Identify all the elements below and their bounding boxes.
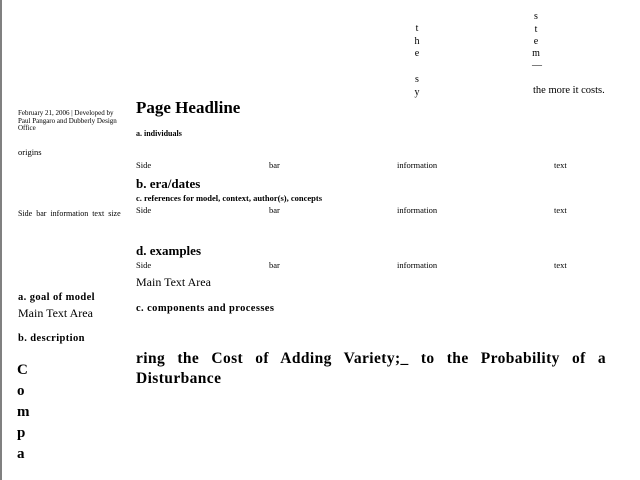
row-cell: information: [397, 160, 438, 170]
vertical-word-letter: o: [17, 383, 25, 399]
sidebar-info-text-size: Side bar information text size: [18, 209, 121, 218]
era-subheading: c. references for model, context, author(s), concepts: [136, 193, 323, 203]
vertical-letter: m: [532, 48, 540, 59]
row-cell: Side: [136, 160, 152, 170]
page-headline: Page Headline: [136, 98, 241, 117]
main-text-area: Main Text Area: [136, 275, 211, 289]
era-heading: b. era/dates: [136, 176, 201, 191]
goal-text: Main Text Area: [18, 306, 93, 320]
vertical-letter: h: [414, 36, 420, 47]
row-cell: Side: [136, 205, 152, 215]
vertical-letter: t: [534, 24, 538, 35]
row-cell: information: [397, 205, 438, 215]
row-cell: Side: [136, 260, 152, 270]
description-heading: b. description: [18, 333, 85, 344]
row-cell: bar: [269, 260, 280, 270]
vertical-word-letter: a: [17, 446, 25, 462]
components-heading: c. components and processes: [136, 303, 275, 314]
row-cell: text: [554, 260, 567, 270]
individuals-heading: a. individuals: [136, 129, 182, 138]
goal-heading: a. goal of model: [18, 292, 95, 303]
vertical-word-letter: m: [17, 404, 30, 420]
row-cell: information: [397, 260, 438, 270]
vertical-letter: e: [414, 48, 420, 59]
row-cell: text: [554, 160, 567, 170]
top-tail-text: the more it costs.: [533, 85, 605, 96]
vertical-letter: —: [532, 60, 542, 71]
row-cell: text: [554, 205, 567, 215]
vertical-word-letter: p: [17, 425, 26, 441]
vertical-letter: e: [533, 36, 539, 47]
sidebar-origins: origins: [18, 147, 42, 157]
vertical-letter: s: [415, 74, 419, 85]
row-cell: bar: [269, 160, 280, 170]
row-cell: bar: [269, 205, 280, 215]
vertical-letter: y: [414, 87, 420, 98]
examples-heading: d. examples: [136, 243, 201, 258]
big-text: ring the Cost of Adding Variety;_ to the Probability of a Disturbance: [136, 350, 606, 387]
vertical-word-letter: C: [17, 362, 28, 378]
credit-line: February 21, 2006 | Developed by Paul Pangaro and Dubberly Design Office: [18, 109, 117, 132]
vertical-word: [17, 360, 31, 465]
vertical-letter: s: [534, 11, 538, 22]
vertical-letter: t: [415, 23, 419, 34]
left-edge-rule: [0, 0, 2, 480]
